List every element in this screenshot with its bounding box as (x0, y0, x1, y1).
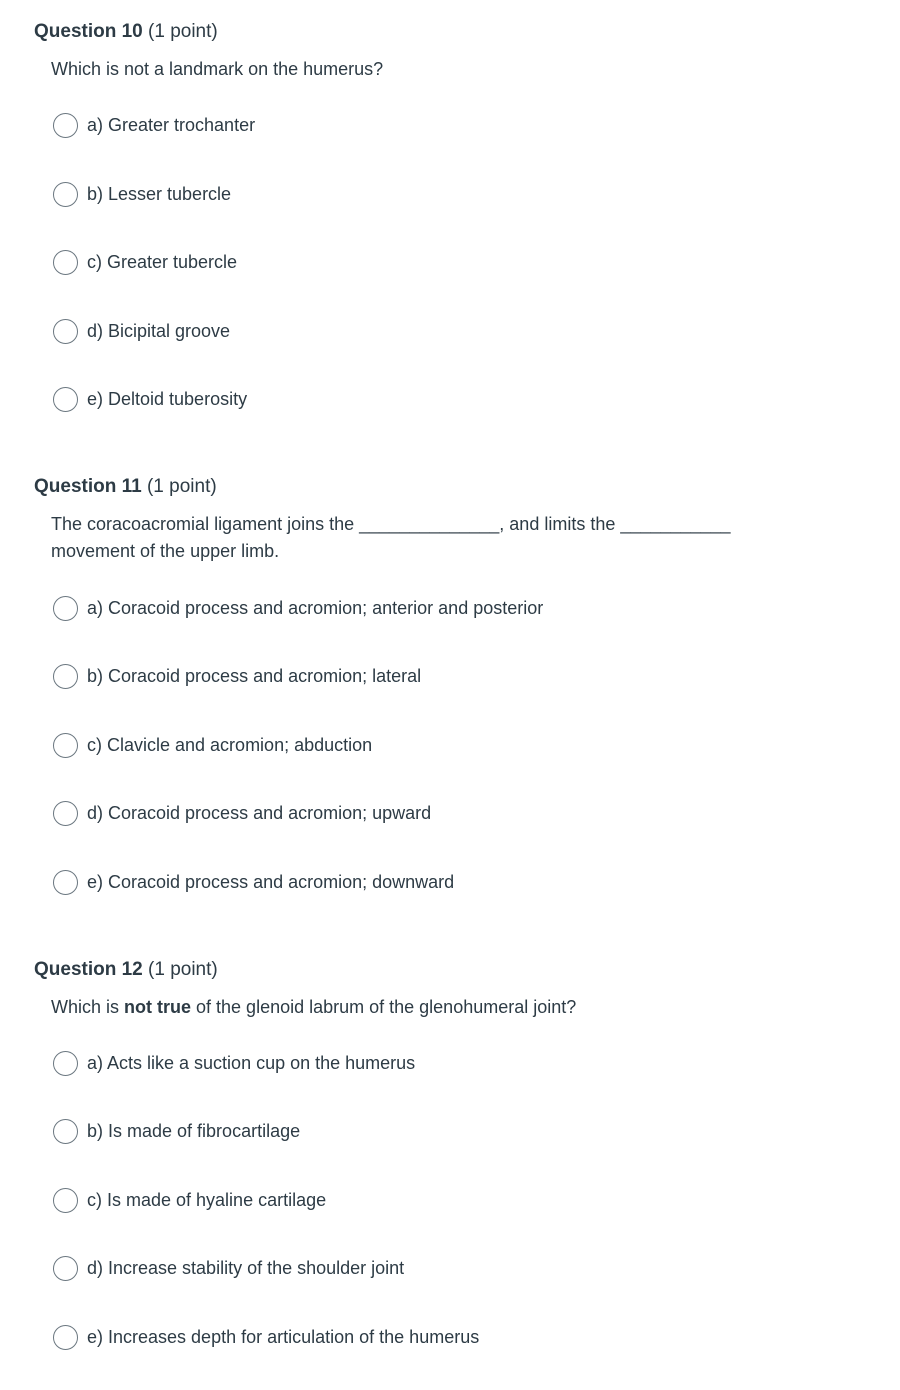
prompt-text: Which is not a landmark on the humerus? (51, 59, 384, 79)
question-11 (34, 475, 854, 565)
option-label: a) Acts like a suction cup on the humerus (87, 1053, 416, 1073)
option-label: b) Is made of fibrocartilage (87, 1121, 301, 1141)
option-label: d) Increase stability of the shoulder joint (87, 1258, 405, 1278)
prompt-emphasis: not true (124, 997, 192, 1017)
option-label: a) Greater trochanter (87, 115, 256, 135)
answer-option-q11-b[interactable] (53, 662, 421, 690)
question-10 (34, 20, 854, 83)
question-prompt (51, 56, 751, 83)
question-header (34, 958, 854, 982)
radio-button[interactable] (53, 596, 78, 621)
option-label: b) Lesser tubercle (87, 184, 232, 204)
radio-button[interactable] (53, 1051, 78, 1076)
radio-button[interactable] (53, 664, 78, 689)
radio-button[interactable] (53, 182, 78, 207)
question-title: Question 11 (34, 476, 142, 497)
radio-button[interactable] (53, 733, 78, 758)
question-prompt (51, 994, 751, 1021)
radio-button[interactable] (53, 1256, 78, 1281)
question-title: Question 10 (34, 21, 143, 42)
option-label: c) Is made of hyaline cartilage (87, 1190, 327, 1210)
prompt-text: Which is (51, 997, 125, 1017)
question-12 (34, 958, 854, 1021)
question-points: (1 point) (148, 21, 218, 42)
option-label: d) Coracoid process and acromion; upward (87, 803, 432, 823)
option-label: d) Bicipital groove (87, 321, 231, 341)
question-points: (1 point) (146, 476, 217, 497)
answer-option-q10-e[interactable] (53, 385, 247, 413)
answer-option-q11-a[interactable] (53, 594, 543, 622)
radio-button[interactable] (53, 1188, 78, 1213)
radio-button[interactable] (53, 387, 78, 412)
radio-button[interactable] (53, 1119, 78, 1144)
question-prompt (51, 511, 751, 565)
answer-option-q12-c[interactable] (53, 1186, 326, 1214)
question-header (34, 20, 854, 44)
answer-option-q10-a[interactable] (53, 111, 255, 139)
answer-option-q11-d[interactable] (53, 799, 431, 827)
prompt-text: The coracoacromial ligament joins the ______________, and limits the ___________ movement of the upper limb. (51, 514, 731, 561)
radio-button[interactable] (53, 870, 78, 895)
answer-option-q10-c[interactable] (53, 248, 237, 276)
answer-option-q10-d[interactable] (53, 317, 230, 345)
option-label: b) Coracoid process and acromion; lateral (87, 666, 422, 686)
answer-option-q12-a[interactable] (53, 1049, 415, 1077)
option-label: e) Deltoid tuberosity (87, 389, 248, 409)
radio-button[interactable] (53, 801, 78, 826)
option-label: e) Increases depth for articulation of the humerus (87, 1327, 480, 1347)
prompt-text: of the glenoid labrum of the glenohumeral joint? (191, 997, 577, 1017)
option-label: e) Coracoid process and acromion; downward (87, 872, 455, 892)
answer-option-q12-d[interactable] (53, 1254, 404, 1282)
radio-button[interactable] (53, 319, 78, 344)
answer-option-q11-c[interactable] (53, 731, 372, 759)
radio-button[interactable] (53, 1325, 78, 1350)
question-points: (1 point) (148, 959, 218, 980)
answer-option-q12-b[interactable] (53, 1117, 300, 1145)
answer-option-q12-e[interactable] (53, 1323, 479, 1351)
option-label: a) Coracoid process and acromion; anterior and posterior (87, 598, 544, 618)
question-title: Question 12 (34, 959, 143, 980)
answer-option-q10-b[interactable] (53, 180, 231, 208)
answer-option-q11-e[interactable] (53, 868, 454, 896)
option-label: c) Clavicle and acromion; abduction (87, 735, 373, 755)
option-label: c) Greater tubercle (87, 252, 238, 272)
radio-button[interactable] (53, 113, 78, 138)
question-header (34, 475, 854, 499)
radio-button[interactable] (53, 250, 78, 275)
